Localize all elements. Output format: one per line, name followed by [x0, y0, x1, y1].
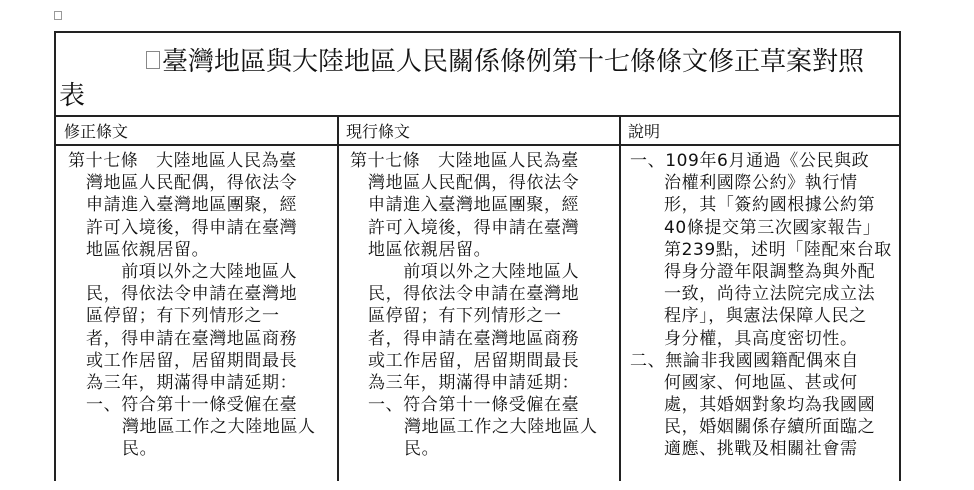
text-line: 申請進入臺灣地區團聚，經 — [368, 195, 580, 216]
title-line-1: 臺灣地區與大陸地區人民關係條例第十七條條文修正草案對照 — [162, 47, 865, 77]
text-line: 者，得申請在臺灣地區商務 — [86, 328, 298, 349]
text-line: 許可入境後，得申請在臺灣 — [368, 217, 580, 238]
text-line: 為三年，期滿得申請延期： — [368, 372, 580, 393]
current-text-column — [350, 150, 598, 461]
text-line: 一、符合第十一條受僱在臺 — [368, 395, 580, 416]
text-line: 灣地區人民配偶，得依法令 — [368, 173, 580, 194]
header-revised: 修正條文 — [56, 117, 338, 146]
text-line: 申請進入臺灣地區團聚，經 — [86, 195, 298, 216]
text-line: 區停留；有下列情形之一 — [86, 306, 280, 327]
column-divider-2 — [619, 117, 621, 481]
table-title — [59, 45, 893, 111]
text-line: 程序」，與憲法保障人民之 — [664, 306, 867, 327]
text-line: 適應、挑戰及相關社會需 — [664, 439, 858, 460]
text-line: 為三年，期滿得申請延期： — [86, 372, 298, 393]
text-line: 灣地區工作之大陸地區人 — [122, 417, 316, 438]
text-line: 灣地區人民配偶，得依法令 — [86, 173, 298, 194]
text-line: 身分權，具高度密切性。 — [664, 328, 858, 349]
text-line: 二、無論非我國國籍配偶來自 — [630, 350, 859, 371]
text-line: 或工作居留，居留期間最長 — [368, 350, 580, 371]
text-line: 區停留；有下列情形之一 — [368, 306, 562, 327]
text-line: 得身分證年限調整為與外配 — [664, 261, 876, 282]
text-line: 民。 — [122, 439, 158, 460]
text-line: 何國家、何地區、甚或何 — [664, 372, 858, 393]
text-line: 民，婚姻關係存續所面臨之 — [664, 417, 876, 438]
title-checkbox-glyph — [146, 51, 160, 69]
column-divider-1 — [337, 117, 339, 481]
revised-text-column — [68, 150, 316, 461]
text-line: 者，得申請在臺灣地區商務 — [368, 328, 580, 349]
header-explanation: 說明 — [620, 117, 899, 146]
page-marker-box — [54, 11, 62, 20]
text-line: 或工作居留，居留期間最長 — [86, 350, 298, 371]
text-line: 一、符合第十一條受僱在臺 — [86, 395, 298, 416]
text-line: 地區依親居留。 — [86, 239, 210, 260]
text-line: 40條提交第三次國家報告」 — [664, 217, 881, 238]
text-line: 灣地區工作之大陸地區人 — [404, 417, 598, 438]
text-line: 治權利國際公約》執行情 — [664, 173, 858, 194]
header-current: 現行條文 — [338, 117, 620, 146]
text-line: 前項以外之大陸地區人 — [368, 261, 580, 282]
text-line: 第十七條 大陸地區人民為臺 — [68, 151, 297, 171]
text-line: 許可入境後，得申請在臺灣 — [86, 217, 298, 238]
comparison-table — [54, 31, 901, 481]
text-line: 一、109年6月通過《公民與政 — [630, 151, 870, 171]
text-line: 前項以外之大陸地區人 — [86, 261, 298, 282]
title-line-2: 表 — [59, 81, 86, 111]
text-line: 第239點，述明「陸配來台取 — [664, 239, 892, 260]
text-line: 民，得依法令申請在臺灣地 — [368, 284, 580, 305]
explanation-text-column — [630, 150, 892, 461]
text-line: 第十七條 大陸地區人民為臺 — [350, 151, 579, 171]
text-line: 民，得依法令申請在臺灣地 — [86, 284, 298, 305]
text-line: 形，其「簽約國根據公約第 — [664, 195, 876, 216]
text-line: 處，其婚姻對象均為我國國 — [664, 395, 876, 416]
text-line: 一致，尚待立法院完成立法 — [664, 284, 876, 305]
table-title-row — [56, 33, 899, 117]
text-line: 民。 — [404, 439, 440, 460]
text-line: 地區依親居留。 — [368, 239, 492, 260]
